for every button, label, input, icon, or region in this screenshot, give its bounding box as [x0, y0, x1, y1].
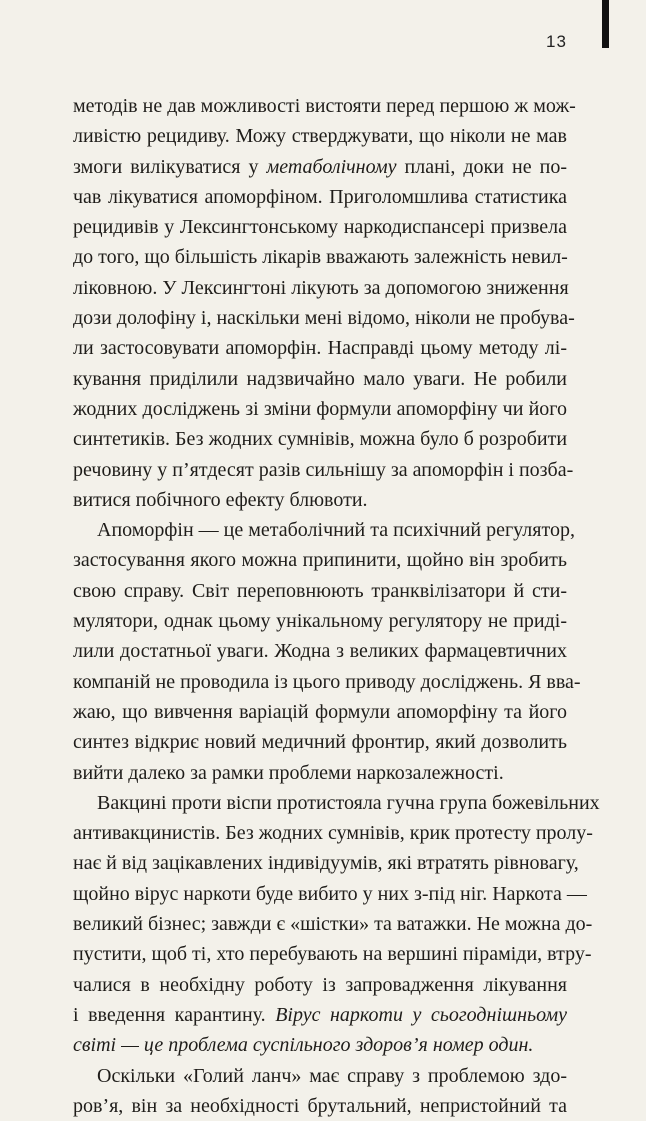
text-line: змоги вилікуватися у метаболічному плані, доки не по- — [73, 152, 567, 182]
italic-emphasis: Вірус наркоти у сьогоднішньому — [275, 1004, 567, 1026]
text-line: Оскільки «Голий ланч» має справу з проблемою здо- — [73, 1061, 567, 1091]
text-line: мулятори, однак цьому унікальному регулятору не приді- — [73, 606, 567, 636]
paragraph — [73, 788, 567, 1061]
text-line: нає й від зацікавлених індивідуумів, які втратять рівновагу, — [73, 848, 567, 878]
text-line: жаю, що вивчення варіацій формули апоморфіну та його — [73, 697, 567, 727]
text-line: щойно вірус наркоти буде вибито у них з-під ніг. Наркота — — [73, 879, 567, 909]
text-line: і введення карантину. Вірус наркоти у сьогоднішньому — [73, 1000, 567, 1030]
text-line: жодних досліджень зі зміни формули апоморфіну чи його — [73, 394, 567, 424]
page-number: 13 — [546, 32, 586, 52]
text-line: застосування якого можна припинити, щойно він зробить — [73, 545, 567, 575]
text-line: ров’я, він за необхідності брутальний, непристойний та — [73, 1091, 567, 1121]
text-line: Вакцині проти віспи протистояла гучна група божевільних — [73, 788, 567, 818]
text-line — [73, 1030, 567, 1060]
paragraph — [73, 515, 567, 788]
text-line: дози долофіну і, наскільки мені відомо, ніколи не пробува- — [73, 303, 567, 333]
text-line: чалися в необхідну роботу із запровадження лікування — [73, 970, 567, 1000]
text-line: синтез відкриє новий медичний фронтир, який дозволить — [73, 727, 567, 757]
text-line: чав лікуватися апоморфіном. Приголомшлива статистика — [73, 182, 567, 212]
text-line: великий бізнес; завжди є «шістки» та ватажки. Не можна до- — [73, 909, 567, 939]
body-text — [73, 91, 567, 1121]
text-line: речовину у п’ятдесят разів сильнішу за апоморфін і позба- — [73, 455, 567, 485]
italic-emphasis: світі — це проблема суспільного здоров’я номер один. — [73, 1034, 533, 1056]
text-line: ливістю рецидиву. Можу стверджувати, що ніколи не мав — [73, 121, 567, 151]
text-line: свою справу. Світ переповнюють транквілізатори й сти- — [73, 576, 567, 606]
text-line: методів не дав можливості вистояти перед першою ж мож- — [73, 91, 567, 121]
text-line: синтетиків. Без жодних сумнівів, можна було б розробити — [73, 424, 567, 454]
paragraph — [73, 1061, 567, 1121]
text-line: вийти далеко за рамки проблеми наркозалежності. — [73, 758, 567, 788]
text-line: витися побічного ефекту блювоти. — [73, 485, 567, 515]
text-line: Апоморфін — це метаболічний та психічний регулятор, — [73, 515, 567, 545]
text-line: антивакцинистів. Без жодних сумнівів, крик протесту пролу- — [73, 818, 567, 848]
text-line: пустити, щоб ті, хто перебувають на вершині піраміди, втру- — [73, 939, 567, 969]
text-line: компаній не проводила із цього приводу досліджень. Я вва- — [73, 667, 567, 697]
text-line: ли застосовувати апоморфін. Насправді цьому методу лі- — [73, 333, 567, 363]
text-line: ліковною. У Лексингтоні лікують за допомогою зниження — [73, 273, 567, 303]
paragraph — [73, 91, 567, 515]
page-edge-marker — [602, 0, 609, 48]
text-line: лили достатньої уваги. Жодна з великих фармацевтичних — [73, 636, 567, 666]
text-line: до того, що більшість лікарів вважають залежність невил- — [73, 242, 567, 272]
text-line: кування приділили надзвичайно мало уваги. Не робили — [73, 364, 567, 394]
text-line: рецидивів у Лексингтонському наркодиспансері призвела — [73, 212, 567, 242]
italic-emphasis: метаболічному — [266, 156, 396, 178]
